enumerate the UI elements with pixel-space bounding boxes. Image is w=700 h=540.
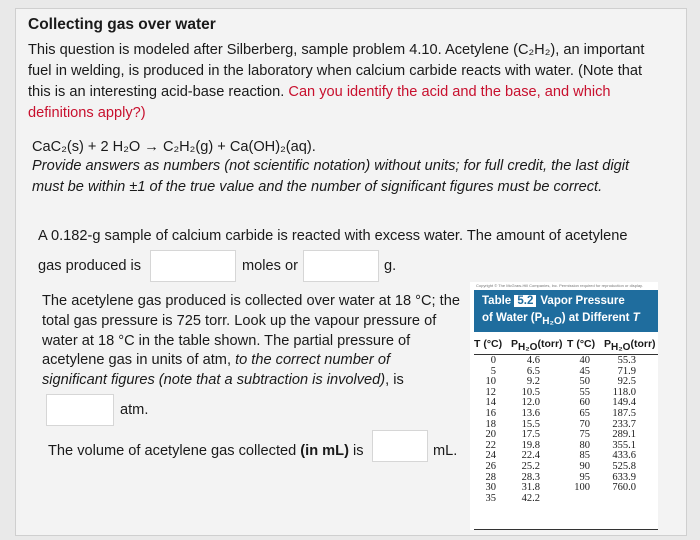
left-temp-column xyxy=(474,356,496,504)
reaction-equation: CaC₂(s) + 2 H₂O → C₂H₂(g) + Ca(OH)₂(aq). xyxy=(32,139,316,155)
q1-prefix: gas produced is xyxy=(38,258,142,274)
table-cell: 95 xyxy=(579,471,590,483)
q1-suffix: g. xyxy=(384,258,397,274)
ml-input[interactable] xyxy=(372,430,428,462)
table-cell: 18 xyxy=(485,418,496,430)
col-p-sub-left: H₂O xyxy=(518,342,538,353)
table-cell: 25.2 xyxy=(521,460,540,472)
q3-is: is xyxy=(348,443,364,459)
table-title-2a: of Water (P xyxy=(482,312,543,324)
table-rule-bottom xyxy=(474,529,658,530)
table-number: 5.2 xyxy=(514,295,536,307)
table-cell: 75 xyxy=(579,429,590,441)
table-cell: 17.5 xyxy=(521,429,540,441)
col-header-p-right xyxy=(604,338,656,353)
left-pressure-column xyxy=(510,356,540,504)
right-pressure-column xyxy=(604,356,636,494)
table-cell: 0 xyxy=(490,355,496,366)
q2-line4-italic: to the correct number of xyxy=(235,352,391,368)
table-cell: 90 xyxy=(579,460,590,472)
col-p-a-left: P xyxy=(511,338,519,350)
table-cell: 22.4 xyxy=(521,450,540,462)
q1-middle: moles or xyxy=(242,258,298,274)
atm-input[interactable] xyxy=(46,394,114,426)
table-cell: 19.8 xyxy=(521,439,540,451)
table-cell: 31.8 xyxy=(521,482,540,494)
q2-unit: atm. xyxy=(120,402,149,418)
right-temp-column xyxy=(568,356,590,494)
table-title-1: Vapor Pressure xyxy=(540,295,625,307)
table-cell: 5 xyxy=(490,365,496,377)
col-header-t-right: T (°C) xyxy=(567,338,596,350)
table-cell: 433.6 xyxy=(612,450,636,462)
table-cell: 4.6 xyxy=(526,355,540,366)
table-cell: 187.5 xyxy=(612,407,636,419)
q1-line1: A 0.182-g sample of calcium carbide is reacted with excess water. The amount of acetylene xyxy=(38,228,628,244)
table-cell: 26 xyxy=(485,460,496,472)
instructions: Provide answers as numbers (not scientific notation) without units; for full credit, the last digit must be within ±1 of the true value and the number of significant figures must be correct. xyxy=(32,158,629,195)
table-cell: 118.0 xyxy=(612,386,636,398)
table-cell: 12.0 xyxy=(521,397,540,409)
q2-line4 xyxy=(42,352,390,368)
table-cell: 233.7 xyxy=(612,418,636,430)
question-title: Collecting gas over water xyxy=(28,16,216,33)
table-cell: 16 xyxy=(485,407,496,419)
table-title-2b: ) at Different xyxy=(561,312,633,324)
intro-paragraph xyxy=(28,40,658,124)
q2-line4-normal: acetylene gas in units of atm, xyxy=(42,352,236,368)
table-cell: 24 xyxy=(485,450,496,462)
table-header xyxy=(474,290,658,332)
col-p-b-left: (torr) xyxy=(537,338,563,350)
table-cell: 50 xyxy=(579,376,590,388)
table-cell: 14 xyxy=(485,397,496,409)
table-cell: 525.8 xyxy=(612,460,636,472)
col-p-b-right: (torr) xyxy=(630,338,656,350)
q3-bold: (in mL) xyxy=(300,443,349,459)
table-cell: 149.4 xyxy=(612,397,636,409)
q3-line xyxy=(48,443,364,459)
q2-line2: total gas pressure is 725 torr. Look up the vapour pressure of xyxy=(42,313,437,329)
table-cell: 40 xyxy=(579,355,590,366)
table-cell: 60 xyxy=(579,397,590,409)
table-cell: 9.2 xyxy=(526,376,540,388)
table-cell: 28.3 xyxy=(521,471,540,483)
q2-line5-italic: significant figures (note that a subtraction is involved) xyxy=(42,372,386,388)
table-cell: 20 xyxy=(485,429,496,441)
table-cell: 55 xyxy=(579,386,590,398)
table-cell: 30 xyxy=(485,482,496,494)
intro-text: This question is modeled after Silberberg, sample problem 4.10. Acetylene (C₂H₂), an important fuel in welding, is produced in the laboratory when calcium carbide reacts with water. (Note that this is an interesting acid-base reaction. xyxy=(28,42,645,100)
table-cell: 355.1 xyxy=(612,439,636,451)
col-header-p-left xyxy=(511,338,563,353)
table-cell: 70 xyxy=(579,418,590,430)
col-p-sub-right: H₂O xyxy=(611,342,631,353)
copyright-notice: Copyright © The McGraw-Hill Companies, Inc. Permission required for reproduction or display. xyxy=(476,283,643,288)
table-cell: 10 xyxy=(485,376,496,388)
col-header-t-left: T (°C) xyxy=(474,338,503,350)
table-cell: 45 xyxy=(579,365,590,377)
table-cell: 633.9 xyxy=(612,471,636,483)
table-label: Table xyxy=(482,295,512,307)
grams-input[interactable] xyxy=(303,250,379,282)
table-cell: 760.0 xyxy=(612,482,636,494)
q2-line3: water at 18 °C in the table shown. The partial pressure of xyxy=(42,333,411,349)
table-cell: 22 xyxy=(485,439,496,451)
table-cell: 35 xyxy=(485,492,496,504)
table-cell: 71.9 xyxy=(617,365,636,377)
table-title-2T: T xyxy=(632,312,640,324)
table-cell: 15.5 xyxy=(521,418,540,430)
table-cell: 80 xyxy=(579,439,590,451)
moles-input[interactable] xyxy=(150,250,236,282)
intro-red-text: Can you identify the acid and the base, and which definitions apply?) xyxy=(28,84,611,121)
q2-line5 xyxy=(42,372,404,388)
q3-prefix: The volume of acetylene gas collected xyxy=(48,443,301,459)
table-cell: 28 xyxy=(485,471,496,483)
q2-line1: The acetylene gas produced is collected over water at 18 °C; the xyxy=(42,293,460,309)
table-title-2sub: H₂O xyxy=(542,316,562,327)
table-cell: 289.1 xyxy=(612,429,636,441)
table-cell: 10.5 xyxy=(521,386,540,398)
table-cell: 42.2 xyxy=(521,492,540,504)
table-cell: 13.6 xyxy=(521,407,540,419)
table-cell: 92.5 xyxy=(617,376,636,388)
table-cell: 85 xyxy=(579,450,590,462)
col-p-a-right: P xyxy=(604,338,612,350)
table-cell: 100 xyxy=(574,482,590,494)
q3-unit: mL. xyxy=(433,443,458,459)
table-cell: 55.3 xyxy=(617,355,636,366)
q2-line5-end: , is xyxy=(385,372,404,388)
table-cell: 12 xyxy=(485,386,496,398)
table-cell: 65 xyxy=(579,407,590,419)
table-cell: 6.5 xyxy=(526,365,540,377)
